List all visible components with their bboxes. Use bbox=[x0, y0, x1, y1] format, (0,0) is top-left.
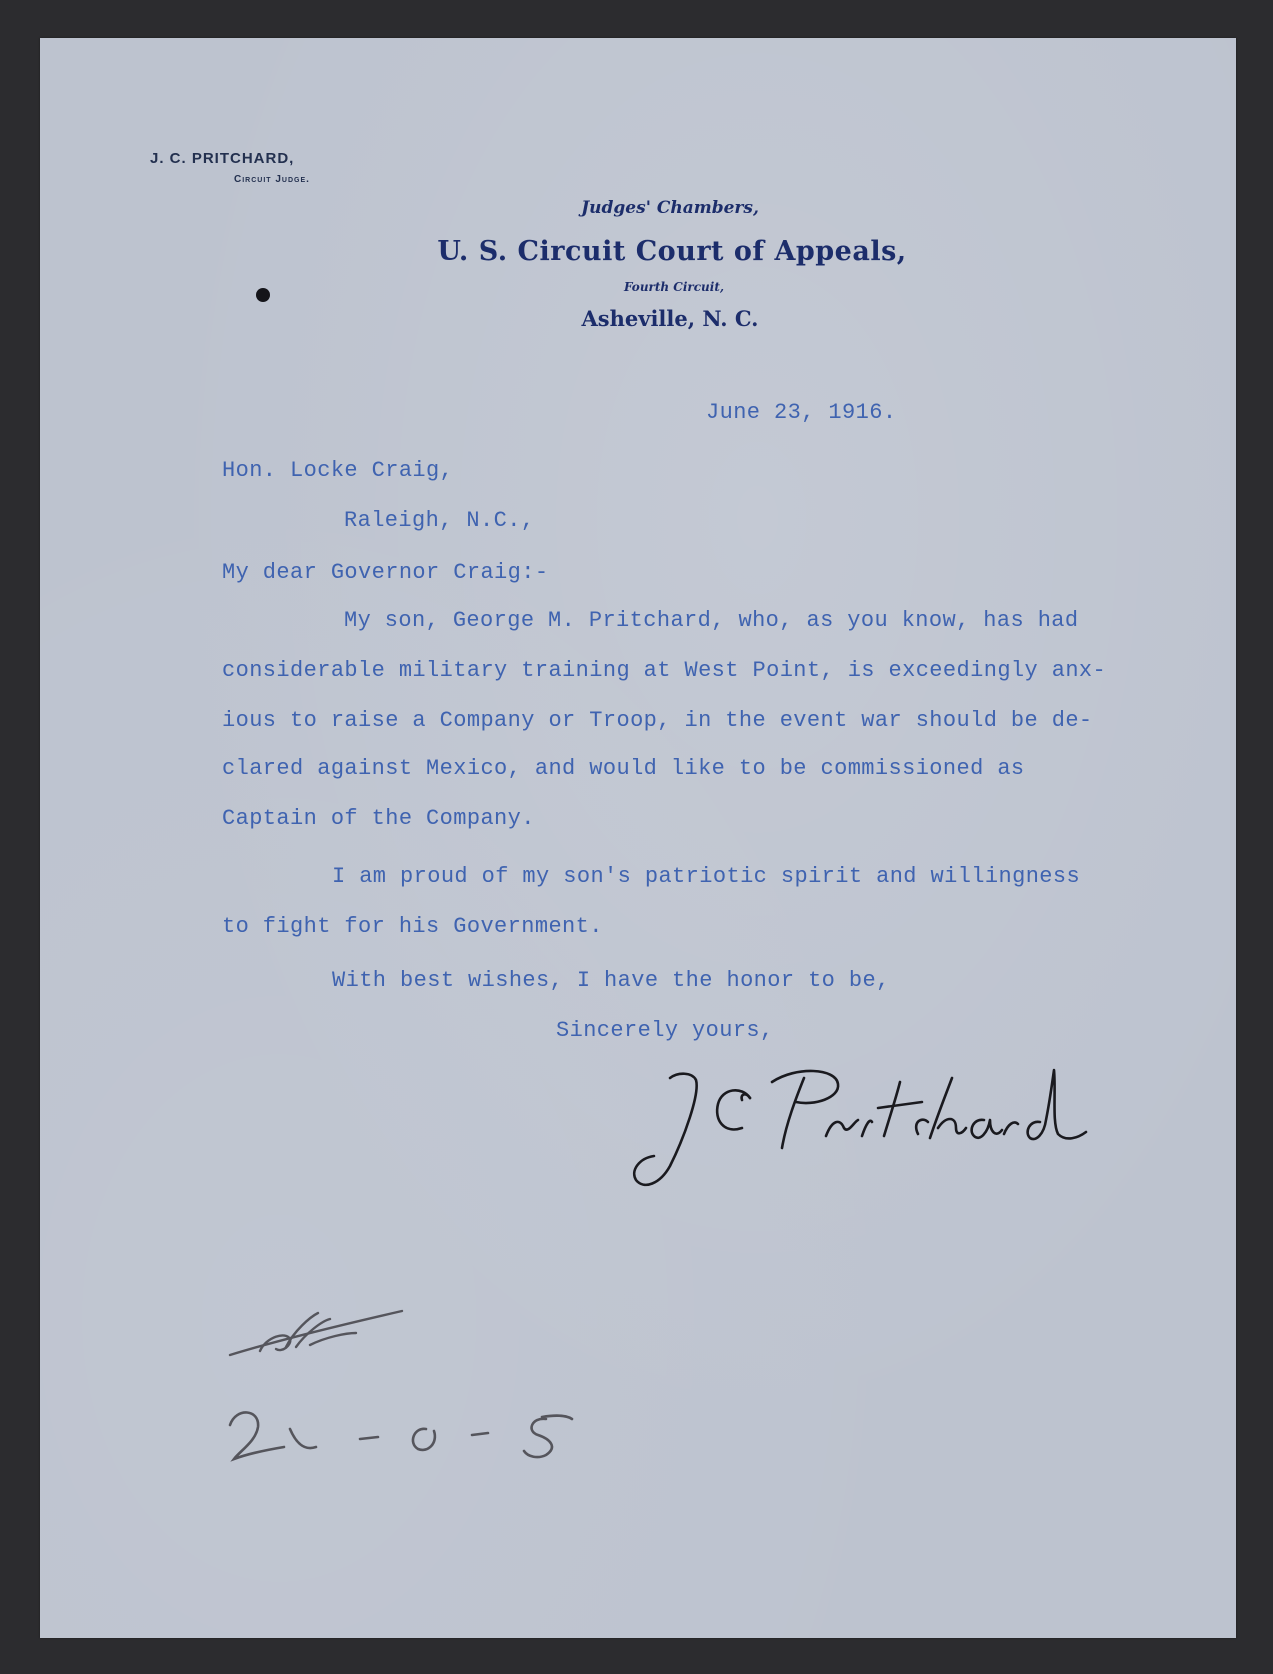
closing-line: With best wishes, I have the honor to be, bbox=[332, 968, 890, 993]
handwritten-file-number bbox=[220, 1403, 600, 1473]
punch-hole bbox=[256, 288, 270, 302]
body-line: ious to raise a Company or Troop, in the event war should be de- bbox=[222, 708, 1093, 733]
body-line: I am proud of my son's patriotic spirit and willingness bbox=[332, 864, 1081, 889]
valediction: Sincerely yours, bbox=[556, 1018, 774, 1043]
body-line: considerable military training at West Point, is exceedingly anx- bbox=[222, 658, 1107, 683]
body-line: My son, George M. Pritchard, who, as you know, has had bbox=[344, 608, 1079, 633]
letter-date: June 23, 1916. bbox=[706, 400, 897, 425]
letterhead-court: U. S. Circuit Court of Appeals, bbox=[437, 236, 907, 267]
recipient-name: Hon. Locke Craig, bbox=[222, 458, 454, 483]
letterhead-chambers: Judges' Chambers, bbox=[581, 198, 759, 218]
body-line: Captain of the Company. bbox=[222, 806, 535, 831]
letterhead-location: Asheville, N. C. bbox=[581, 306, 759, 331]
letterhead-judge-name: J. C. PRITCHARD, bbox=[150, 150, 295, 167]
letterhead-judge-title: Circuit Judge. bbox=[234, 174, 310, 185]
handwritten-signature bbox=[600, 1058, 1090, 1198]
letterhead-circuit: Fourth Circuit, bbox=[623, 280, 725, 294]
recipient-city: Raleigh, N.C., bbox=[344, 508, 535, 533]
body-line: to fight for his Government. bbox=[222, 914, 603, 939]
letter-page bbox=[40, 38, 1236, 1638]
body-line: clared against Mexico, and would like to be commissioned as bbox=[222, 756, 1025, 781]
pencil-check-mark bbox=[226, 1303, 406, 1363]
salutation: My dear Governor Craig:- bbox=[222, 560, 549, 585]
